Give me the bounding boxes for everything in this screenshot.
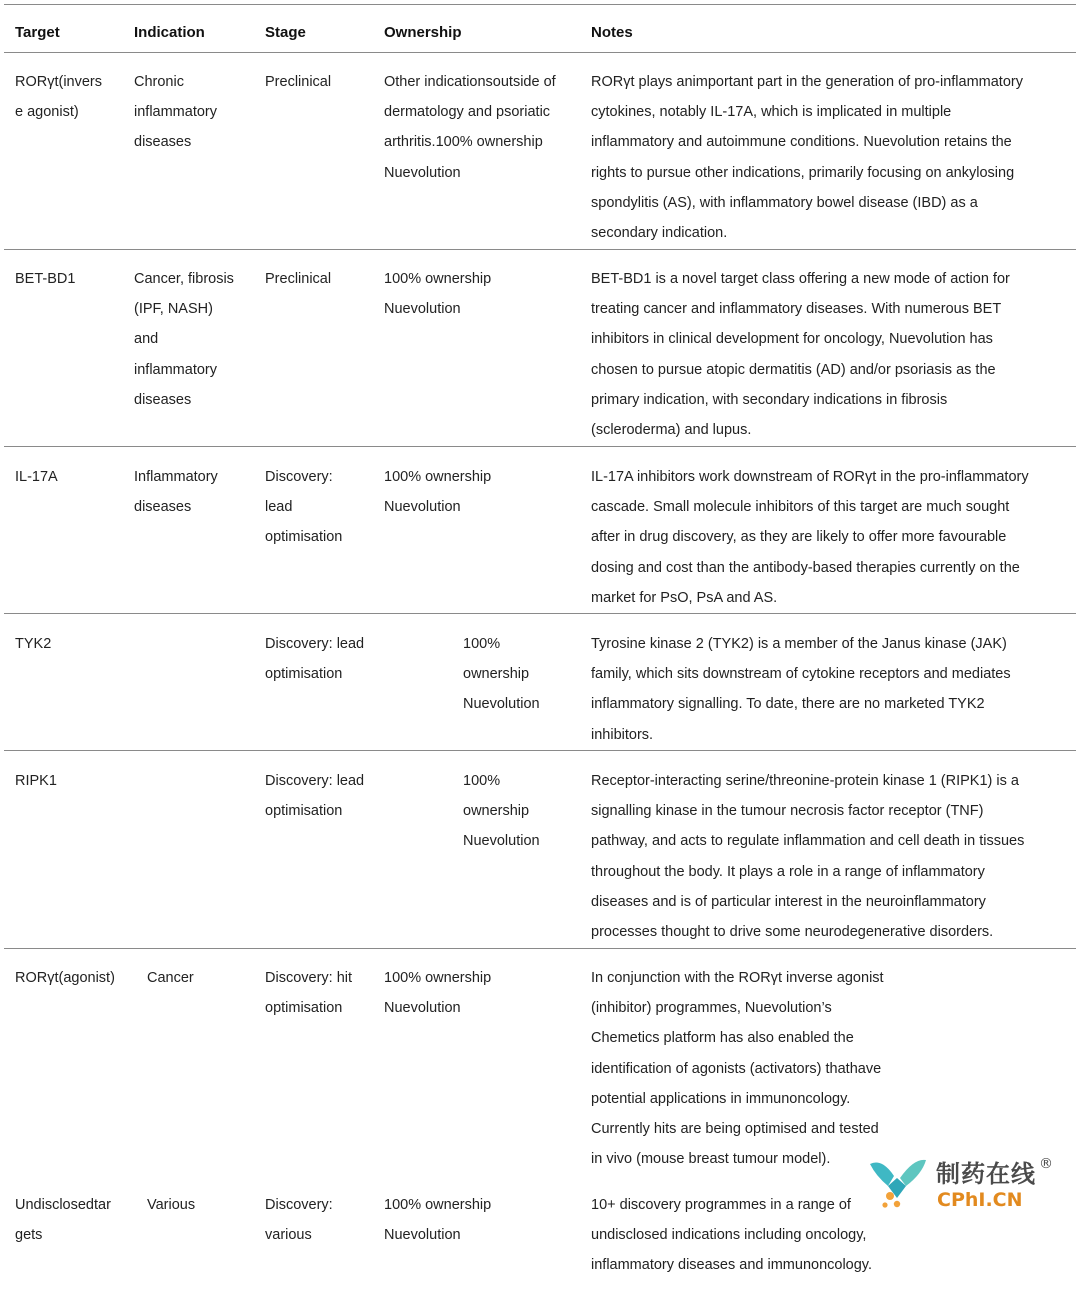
cell-indication: Cancer, fibrosis (IPF, NASH) and inflammatory diseases: [134, 271, 234, 408]
cell-target: IL-17A: [15, 469, 58, 485]
cell-stage: Discovery: hit optimisation: [265, 970, 353, 1017]
logo-english-name: CPhI.CN: [937, 1189, 1023, 1211]
cell-target: RORγt(agonist): [15, 970, 115, 986]
cell-target: RIPK1: [15, 773, 57, 789]
cell-indication: Various: [147, 1197, 196, 1213]
cell-indication: Cancer: [147, 970, 194, 986]
cell-notes: BET-BD1 is a novel target class offering a new mode of action for treating cancer and inflammatory diseases. With numerous BET inhibitors in clinical development for oncology, Nuevolution has chosen to pursue atopic dermatitis (AD) and/or psoriasis as the primary indication, with secondary indications in fibrosis (scleroderma) and lupus.: [591, 271, 1010, 439]
cell-ownership: 100% ownership Nuevolution: [463, 636, 540, 713]
cell-notes: Receptor-interacting serine/threonine-protein kinase 1 (RIPK1) is a signalling kinase in the tumour necrosis factor receptor (TNF) pathway, and acts to regulate inflammation and cell death in tissues throughout the body. It plays a role in a range of inflammatory diseases and is of particular interest in the neuroinflammatory processes thought to drive some neurodegenerative disorders.: [591, 773, 1025, 941]
table-top-rule: [4, 4, 1076, 5]
cell-target: Undisclosedtar gets: [15, 1197, 111, 1244]
cell-stage: Preclinical: [265, 74, 332, 90]
row-divider: [4, 249, 1076, 250]
cell-notes: In conjunction with the RORγt inverse agonist (inhibitor) programmes, Nuevolution’s Chemetics platform has also enabled the identification of agonists (activators) thathave potential applications in immunoncology. Currently hits are being optimised and tested in vivo (mouse breast tumour model).: [591, 970, 884, 1168]
logo-chinese-name: 制药在线: [936, 1160, 1036, 1188]
header-ownership: Ownership: [384, 24, 462, 41]
registered-mark: ®: [1039, 1156, 1053, 1172]
cell-ownership: 100% ownership Nuevolution: [463, 773, 540, 850]
cell-ownership: 100% ownership Nuevolution: [384, 271, 492, 318]
row-divider: [4, 446, 1076, 447]
cell-stage: Discovery: lead optimisation: [265, 469, 343, 546]
cell-stage: Preclinical: [265, 271, 332, 287]
row-divider: [4, 613, 1076, 614]
cell-ownership: 100% ownership Nuevolution: [384, 1197, 492, 1244]
cphi-logo-icon: [866, 1154, 932, 1212]
header-indication: Indication: [134, 24, 205, 41]
cell-stage: Discovery: various: [265, 1197, 333, 1244]
cell-notes: RORγt plays animportant part in the generation of pro-inflammatory cytokines, notably IL-17A, which is implicated in multiple inflammatory and autoimmune conditions. Nuevolution retains the rights to pursue other indications, primarily focusing on ankylosing spondylitis (AS), with inflammatory bowel disease (IBD) as a secondary indication.: [591, 74, 1023, 242]
header-bottom-rule: [4, 52, 1076, 53]
cell-target: RORγt(invers e agonist): [15, 74, 103, 121]
row-divider: [4, 948, 1076, 949]
cphi-watermark-logo: [866, 1154, 1066, 1214]
cell-target: TYK2: [15, 636, 52, 652]
cell-target: BET-BD1: [15, 271, 76, 287]
cell-notes: IL-17A inhibitors work downstream of RORγt in the pro-inflammatory cascade. Small molecule inhibitors of this target are much sought after in drug discovery, as they are likely to offer more favourable dosing and cost than the antibody-based therapies currently on the market for PsO, PsA and AS.: [591, 469, 1029, 606]
cell-ownership: Other indicationsoutside of dermatology and psoriatic arthritis.100% ownership Nuevolution: [384, 74, 556, 181]
cell-ownership: 100% ownership Nuevolution: [384, 469, 492, 516]
cell-notes: 10+ discovery programmes in a range of undisclosed indications including oncology, inflammatory diseases and immunoncology.: [591, 1197, 873, 1274]
cell-stage: Discovery: lead optimisation: [265, 773, 365, 820]
row-divider: [4, 750, 1076, 751]
cell-stage: Discovery: lead optimisation: [265, 636, 365, 683]
cell-ownership: 100% ownership Nuevolution: [384, 970, 492, 1017]
cell-indication: Inflammatory diseases: [134, 469, 218, 516]
cell-notes: Tyrosine kinase 2 (TYK2) is a member of the Janus kinase (JAK) family, which sits downstream of cytokine receptors and mediates inflammatory signalling. To date, there are no marketed TYK2 inhibitors.: [591, 636, 1011, 743]
header-target: Target: [15, 24, 60, 41]
cell-indication: Chronic inflammatory diseases: [134, 74, 217, 151]
header-stage: Stage: [265, 24, 306, 41]
header-notes: Notes: [591, 24, 633, 41]
